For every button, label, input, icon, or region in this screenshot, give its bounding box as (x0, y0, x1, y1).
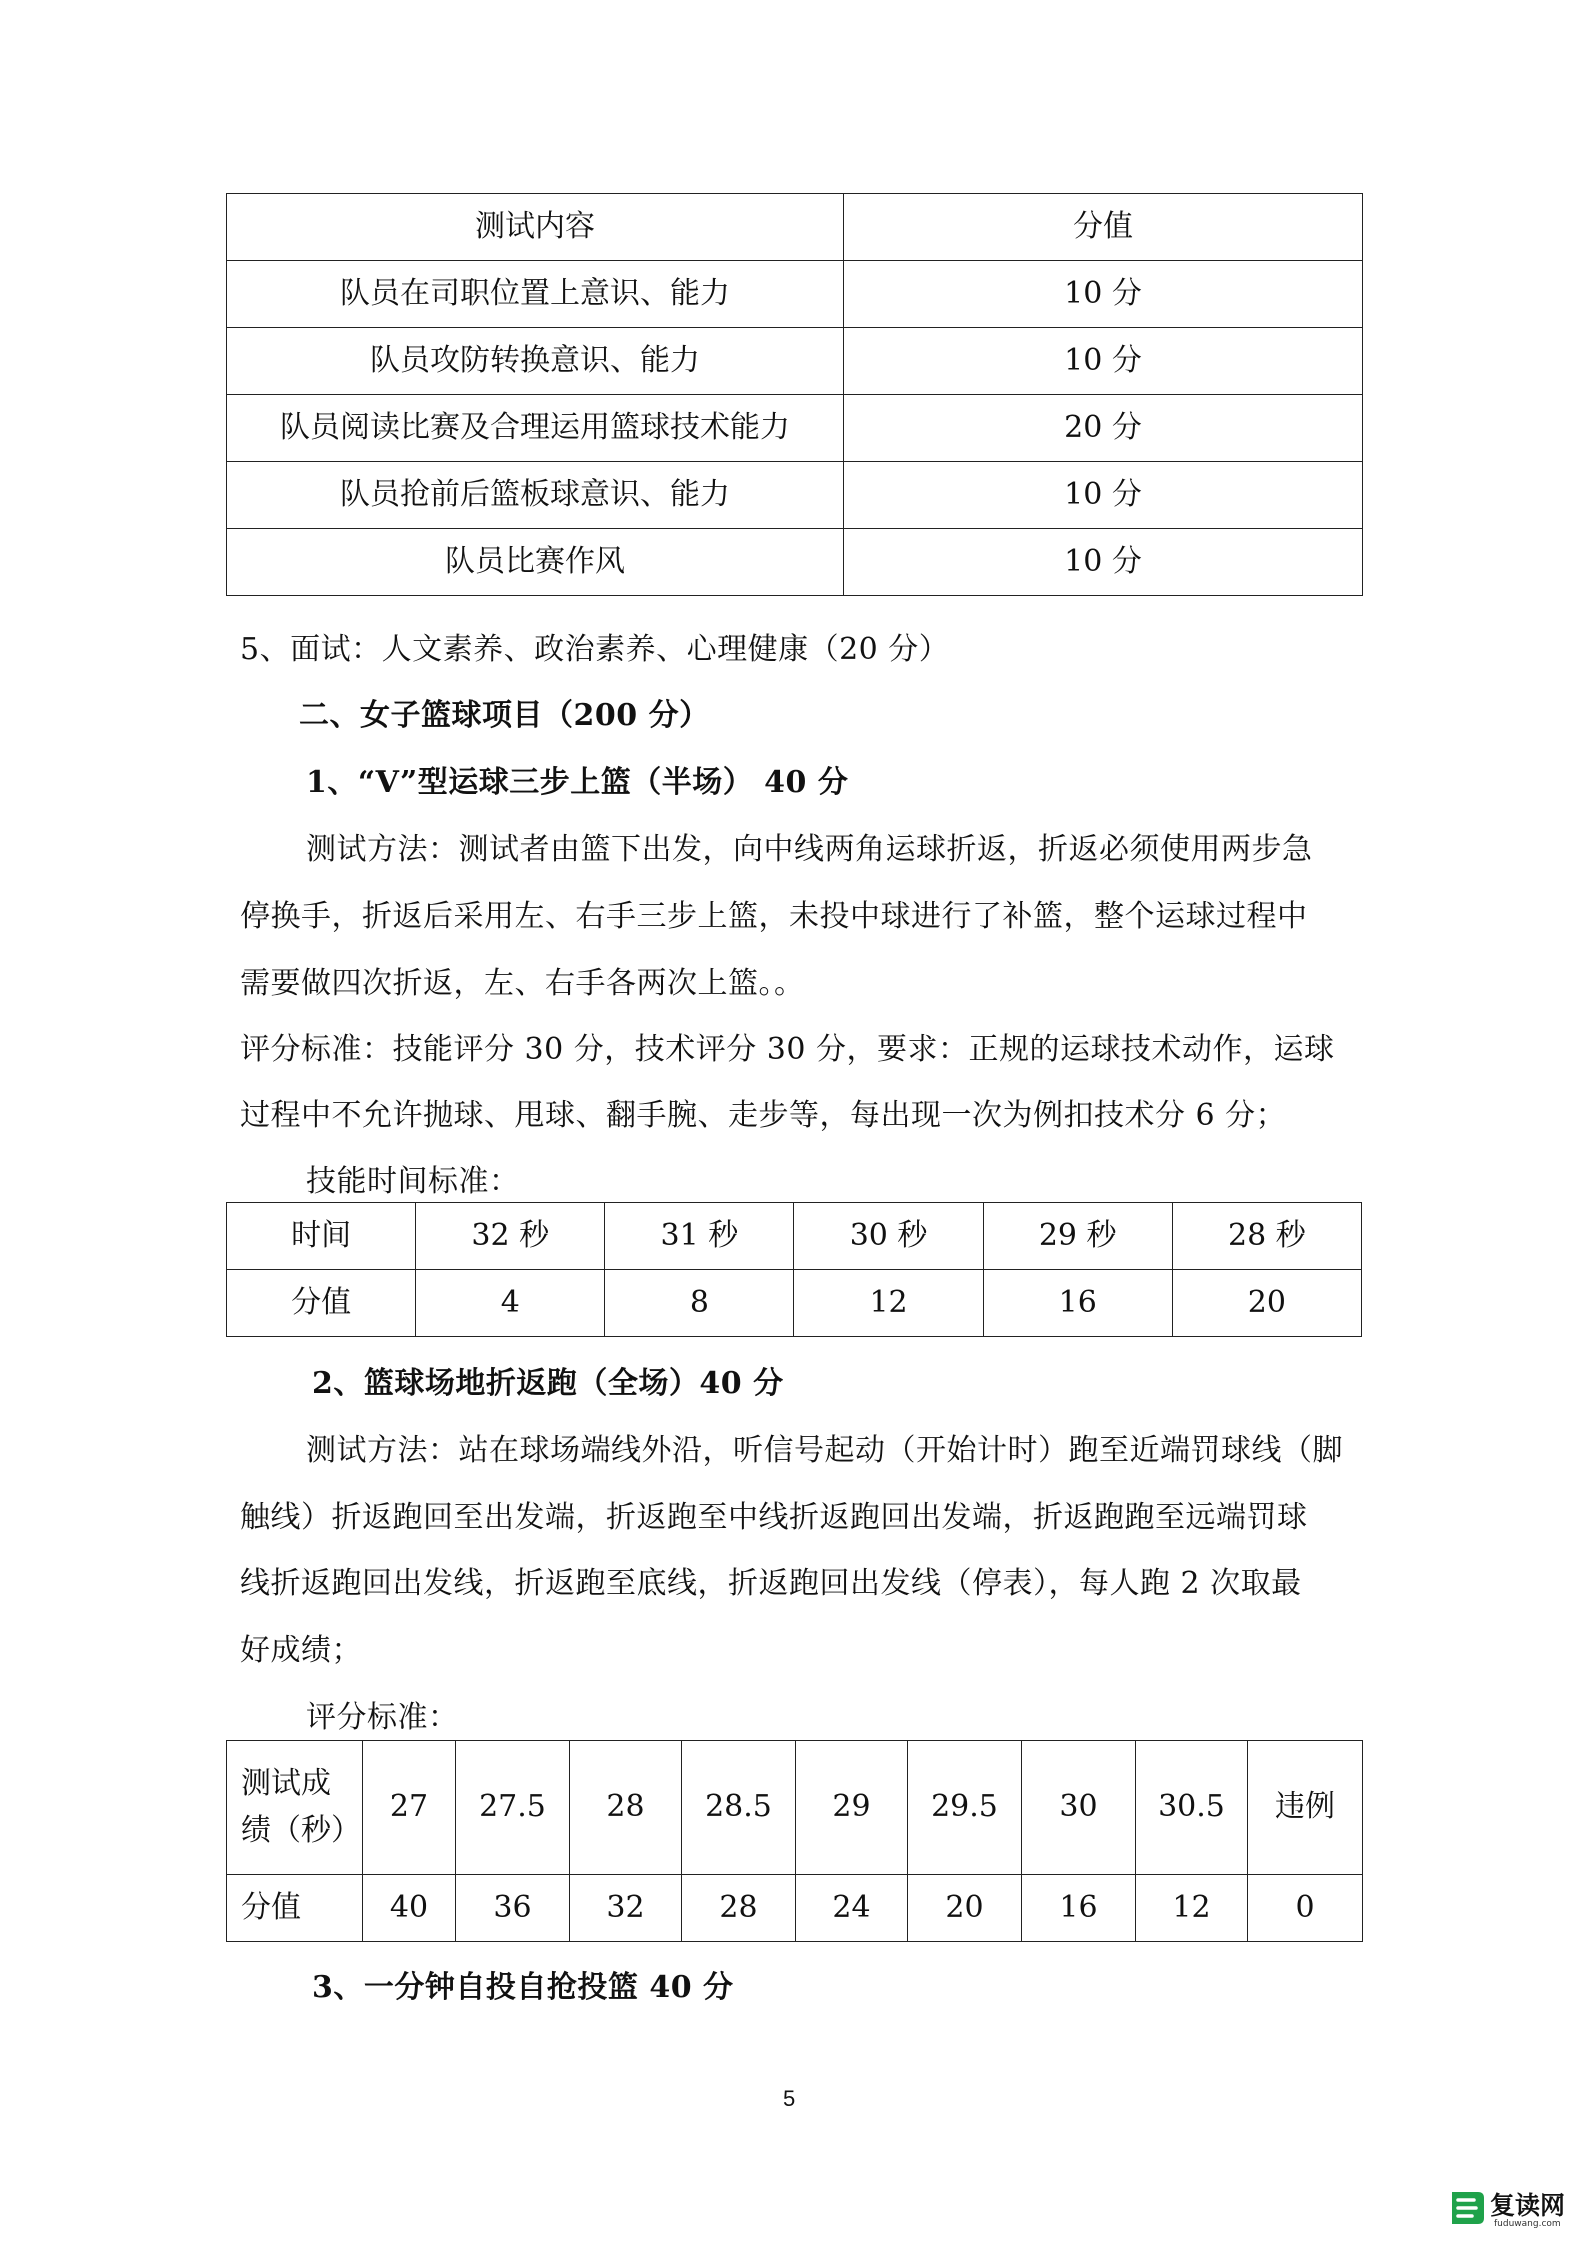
label-line: 测试成 (241, 1766, 331, 1801)
paragraph-line: 测试方法：测试者由篮下出发，向中线两角运球折返，折返必须使用两步急 (306, 832, 1313, 867)
table-cell: 20 (1172, 1270, 1361, 1337)
table-cell: 24 (796, 1875, 908, 1942)
paragraph-line: 需要做四次折返，左、右手各两次上篮。。 (240, 966, 805, 1001)
table-cell: 8 (605, 1270, 794, 1337)
table-row (227, 395, 1363, 462)
table-row (227, 328, 1363, 395)
paragraph-line: 停换手，折返后采用左、右手三步上篮，未投中球进行了补篮，整个运球过程中 (240, 899, 1308, 934)
paragraph-line: 过程中不允许抛球、甩球、翻手腕、走步等，每出现一次为例扣技术分 6 分； (240, 1098, 1287, 1133)
table-row (227, 261, 1363, 328)
header-content: 测试内容 (227, 194, 844, 261)
paragraph-line: 触线）折返跑回至出发端，折返跑至中线折返跑回出发端，折返跑跑至远端罚球 (240, 1500, 1308, 1535)
table-cell: 0 (1248, 1875, 1363, 1942)
table-cell: 时间 (227, 1203, 416, 1270)
table-cell: 30 (1022, 1741, 1136, 1875)
table-cell: 20 分 (844, 395, 1363, 462)
table-cell: 29.5 (908, 1741, 1022, 1875)
table-cell: 10 分 (844, 261, 1363, 328)
table-cell: 28 (570, 1741, 682, 1875)
subsection-title: 2、篮球场地折返跑（全场）40 分 (312, 1366, 784, 1401)
shuttle-run-table (226, 1740, 1363, 1942)
table-cell: 28.5 (682, 1741, 796, 1875)
scoring-label: 评分标准： (306, 1700, 459, 1735)
paragraph-line: 评分标准：技能评分 30 分，技术评分 30 分，要求：正规的运球技术动作，运球 (240, 1032, 1335, 1067)
table-header-row (227, 194, 1363, 261)
table-cell: 28 秒 (1172, 1203, 1361, 1270)
time-standard-label: 技能时间标准： (306, 1164, 520, 1199)
table-cell: 10 分 (844, 462, 1363, 529)
table-cell: 16 (983, 1270, 1172, 1337)
table-row (227, 1203, 1362, 1270)
table-row (227, 462, 1363, 529)
header-score: 分值 (844, 194, 1363, 261)
table-cell: 20 (908, 1875, 1022, 1942)
table-cell: 4 (416, 1270, 605, 1337)
logo-url: fuduwang.com (1494, 2219, 1561, 2229)
table-row (227, 1270, 1362, 1337)
table-cell: 27.5 (456, 1741, 570, 1875)
table-cell (227, 1741, 363, 1875)
table-cell: 16 (1022, 1875, 1136, 1942)
interview-item: 5、面试：人文素养、政治素养、心理健康（20 分） (240, 632, 950, 667)
label-line: 绩（秒） (241, 1812, 361, 1848)
table-row (227, 1875, 1363, 1942)
table-cell: 30.5 (1136, 1741, 1248, 1875)
table-cell: 分值 (227, 1270, 416, 1337)
logo-mark-icon (1450, 2188, 1486, 2228)
table-cell: 10 分 (844, 328, 1363, 395)
table-cell: 30 秒 (794, 1203, 983, 1270)
paragraph-line: 线折返跑回出发线，折返跑至底线，折返跑回出发线（停表），每人跑 2 次取最 (240, 1566, 1302, 1601)
table-cell: 29 秒 (983, 1203, 1172, 1270)
paragraph-line: 测试方法：站在球场端线外沿，听信号起动（开始计时）跑至近端罚球线（脚 (306, 1433, 1343, 1468)
table-cell: 31 秒 (605, 1203, 794, 1270)
table-cell: 违例 (1248, 1741, 1363, 1875)
time-score-table (226, 1202, 1362, 1337)
logo-name: 复读网 (1490, 2191, 1566, 2220)
table-cell: 队员攻防转换意识、能力 (227, 328, 844, 395)
table-row (227, 1741, 1363, 1875)
table-cell: 27 (363, 1741, 456, 1875)
evaluation-table (226, 193, 1363, 596)
table-cell: 队员比赛作风 (227, 529, 844, 596)
table-cell: 队员在司职位置上意识、能力 (227, 261, 844, 328)
table-cell: 分值 (227, 1875, 363, 1942)
section-title: 二、女子篮球项目（200 分） (299, 698, 710, 733)
paragraph-line: 好成绩； (240, 1633, 362, 1668)
site-logo[interactable] (1450, 2186, 1578, 2236)
table-cell: 40 (363, 1875, 456, 1942)
table-cell: 队员抢前后篮板球意识、能力 (227, 462, 844, 529)
subsection-title: 1、“V”型运球三步上篮（半场） 40 分 (306, 765, 849, 800)
table-cell: 32 (570, 1875, 682, 1942)
table-cell: 10 分 (844, 529, 1363, 596)
table-cell: 36 (456, 1875, 570, 1942)
page-number: 5 (783, 2086, 796, 2111)
table-cell: 29 (796, 1741, 908, 1875)
table-cell: 队员阅读比赛及合理运用篮球技术能力 (227, 395, 844, 462)
table-cell: 12 (1136, 1875, 1248, 1942)
table-cell: 12 (794, 1270, 983, 1337)
table-cell: 32 秒 (416, 1203, 605, 1270)
table-row (227, 529, 1363, 596)
subsection-title: 3、一分钟自投自抢投篮 40 分 (312, 1970, 734, 2005)
table-cell: 28 (682, 1875, 796, 1942)
